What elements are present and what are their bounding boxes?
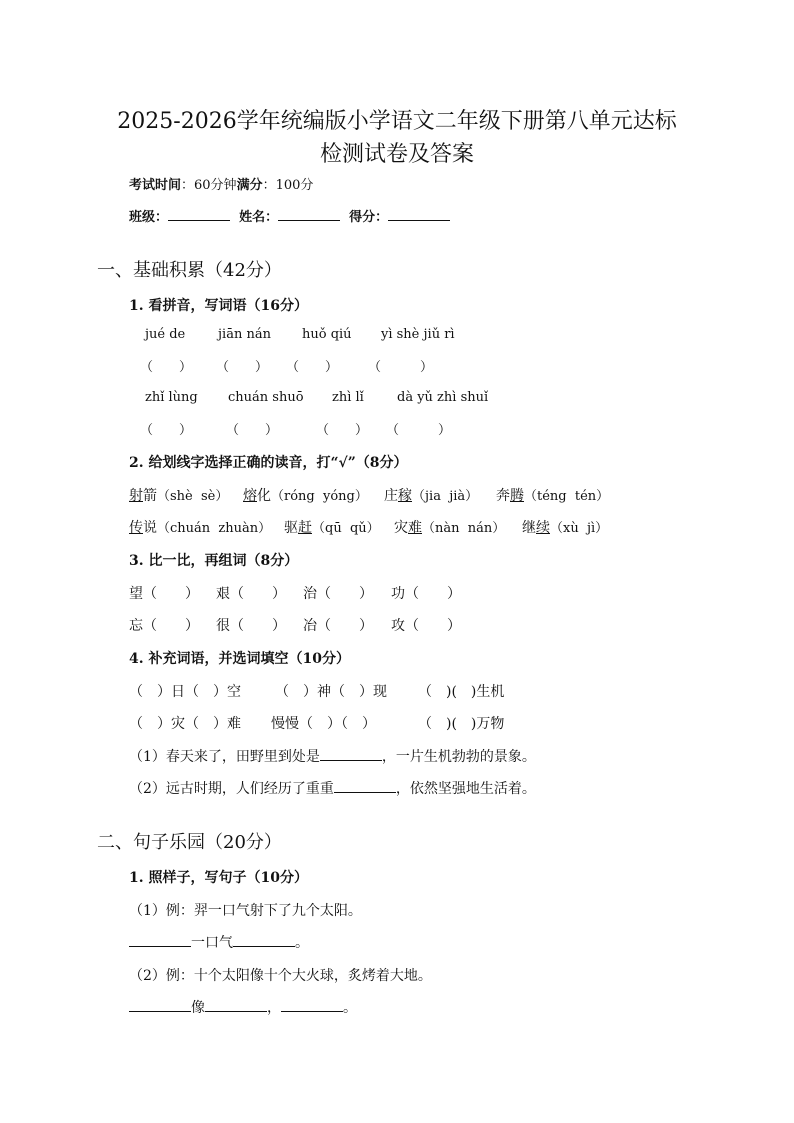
answer-box-4[interactable]: （ ） [368, 360, 434, 375]
word-group-2[interactable]: 艰（ ） [216, 586, 286, 602]
reading-item-1[interactable]: 射箭（shè sè） [129, 488, 229, 504]
pinyin-options[interactable]: （xù jì） [550, 521, 609, 536]
page-title-line2: 检测试卷及答案 [319, 142, 474, 167]
underlined-char: 续 [536, 520, 550, 536]
imitation-blank[interactable] [233, 932, 295, 947]
pinyin-options[interactable]: （chuán zhuàn） [157, 521, 272, 536]
question-4-title: 4. 补充词语，并选词填空（10分） [129, 651, 350, 667]
pinyin-options[interactable]: （qū qǔ） [312, 521, 380, 536]
reading-item-2[interactable]: 熔化（róng yóng） [243, 488, 368, 504]
underlined-char: 熔 [243, 488, 257, 504]
exam-time-value: ：60分钟 [181, 178, 237, 193]
word-group-5[interactable]: 忘（ ） [129, 618, 199, 634]
imitation-line-2: 像 ， 。 [129, 997, 357, 1017]
name-label: 姓名： [239, 210, 279, 225]
section-heading-1: 一、基础积累（42分） [97, 260, 282, 281]
imitation-blank[interactable] [281, 997, 343, 1012]
reading-item-8[interactable]: 继续（xù jì） [522, 520, 609, 536]
underlined-char: 难 [408, 520, 422, 536]
pinyin-4: yì shè jiǔ rì [381, 327, 455, 342]
fill-sentence-2: （2）远古时期，人们经历了重重 ，依然坚强地生活着。 [129, 778, 536, 798]
pinyin-options[interactable]: （róng yóng） [271, 489, 368, 504]
reading-item-6[interactable]: 驱赶（qū qǔ） [284, 520, 380, 536]
word-group-8[interactable]: 攻（ ） [391, 618, 461, 634]
word-group-4[interactable]: 功（ ） [391, 586, 461, 602]
pinyin-6: chuán shuō [228, 390, 304, 405]
sentence-blank-2[interactable] [334, 778, 396, 793]
score-blank[interactable] [388, 206, 450, 221]
pinyin-options[interactable]: （téng tén） [524, 489, 610, 504]
full-score-value: ：100分 [262, 178, 314, 193]
class-blank[interactable] [168, 206, 230, 221]
pinyin-8: dà yǔ zhì shuǐ [397, 390, 489, 405]
answer-box-6[interactable]: （ ） [226, 423, 279, 438]
answer-box-2[interactable]: （ ） [216, 360, 269, 375]
example-sentence-2: （2）例：十个太阳像十个大火球，炙烤着大地。 [129, 968, 432, 984]
example-sentence-1: （1）例：羿一口气射下了九个太阳。 [129, 903, 362, 919]
name-blank[interactable] [278, 206, 340, 221]
pinyin-options[interactable]: （nàn nán） [422, 521, 506, 536]
pinyin-3: huǒ qiú [302, 327, 352, 342]
reading-item-5[interactable]: 传说（chuán zhuàn） [129, 520, 272, 536]
sentence-blank-1[interactable] [320, 746, 382, 761]
full-score-label: 满分 [236, 178, 263, 193]
idiom-fill-4[interactable]: （ ）灾（ ）难 [129, 716, 241, 732]
word-group-3[interactable]: 治（ ） [303, 586, 373, 602]
question-3-title: 3. 比一比，再组词（8分） [129, 553, 299, 569]
imitation-blank[interactable] [205, 997, 267, 1012]
answer-box-7[interactable]: （ ） [316, 423, 369, 438]
imitation-blank[interactable] [129, 932, 191, 947]
underlined-char: 稼 [398, 488, 412, 504]
word-group-7[interactable]: 冶（ ） [303, 618, 373, 634]
idiom-fill-1[interactable]: （ ）日（ ）空 [129, 684, 241, 700]
pinyin-7: zhì lǐ [332, 390, 364, 405]
exam-time-label: 考试时间 [129, 178, 182, 193]
pinyin-options[interactable]: （jia jià） [412, 489, 479, 504]
reading-item-7[interactable]: 灾难（nàn nán） [394, 520, 506, 536]
underlined-char: 传 [129, 520, 143, 536]
answer-box-8[interactable]: （ ） [386, 423, 452, 438]
imitation-blank[interactable] [129, 997, 191, 1012]
idiom-fill-5[interactable]: 慢慢（ ）（ ） [271, 716, 376, 732]
pinyin-2: jiān nán [218, 327, 271, 342]
class-label: 班级： [129, 210, 169, 225]
idiom-fill-3[interactable]: （ )( )生机 [418, 684, 505, 700]
page-title-line1: 2025-2026学年统编版小学语文二年级下册第八单元达标 [117, 109, 677, 134]
question-2-title: 2. 给划线字选择正确的读音，打“√”（8分） [129, 455, 408, 471]
exam-info [129, 174, 313, 193]
pinyin-1: jué de [145, 327, 186, 342]
fill-sentence-1: （1）春天来了，田野里到处是 ，一片生机勃勃的景象。 [129, 746, 536, 766]
idiom-fill-2[interactable]: （ ）神（ ）现 [275, 684, 387, 700]
underlined-char: 赶 [298, 520, 312, 536]
student-info-row [129, 206, 450, 225]
reading-item-3[interactable]: 庄稼（jia jià） [384, 488, 479, 504]
question-1-title: 1. 看拼音，写词语（16分） [129, 298, 308, 314]
word-group-6[interactable]: 很（ ） [216, 618, 286, 634]
section-heading-2: 二、句子乐园（20分） [97, 832, 282, 853]
pinyin-options[interactable]: （shè sè） [157, 489, 229, 504]
word-group-1[interactable]: 望（ ） [129, 586, 199, 602]
pinyin-5: zhǐ lùng [145, 390, 198, 405]
underlined-char: 射 [129, 488, 143, 504]
answer-box-1[interactable]: （ ） [140, 360, 193, 375]
underlined-char: 腾 [510, 488, 524, 504]
score-label: 得分： [349, 210, 389, 225]
reading-item-4[interactable]: 奔腾（téng tén） [496, 488, 610, 504]
question-2-1-title: 1. 照样子，写句子（10分） [129, 870, 308, 886]
answer-box-5[interactable]: （ ） [140, 423, 193, 438]
idiom-fill-6[interactable]: （ )( )万物 [418, 716, 505, 732]
imitation-line-1: 一口气 。 [129, 932, 309, 952]
answer-box-3[interactable]: （ ） [286, 360, 339, 375]
